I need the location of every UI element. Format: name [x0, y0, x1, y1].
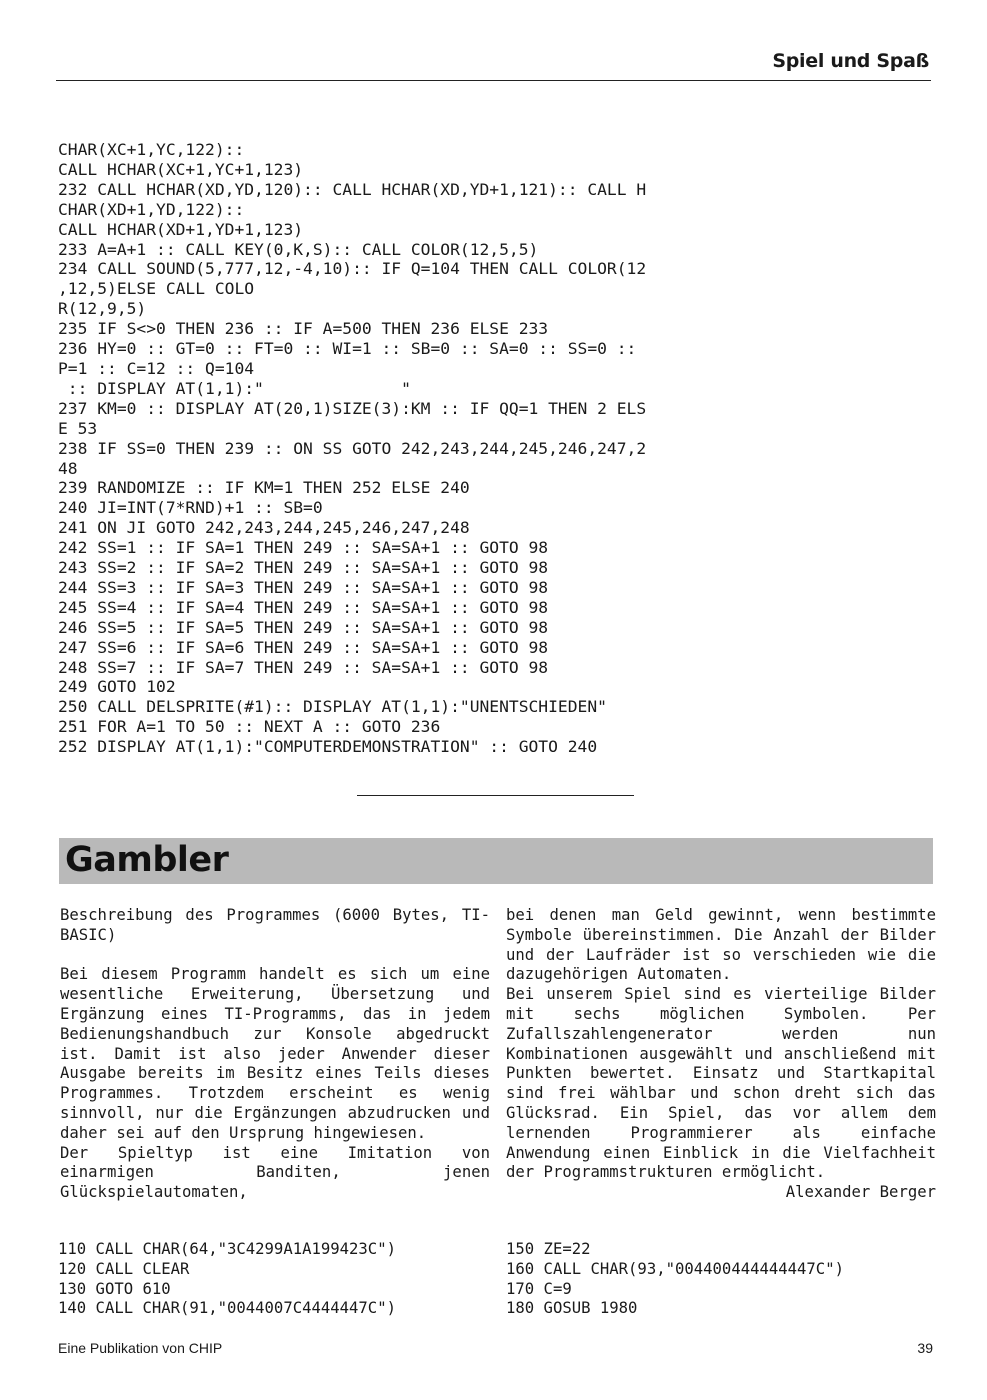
- code-line: CHAR(XC+1,YC,122)::: [58, 140, 245, 159]
- code-line: CHAR(XD+1,YD,122)::: [58, 199, 245, 219]
- article-author: Alexander Berger: [785, 1183, 936, 1202]
- article-paragraph: Der Spieltyp ist eine Imitation von einarmigen Banditen, jenen Glückspielautomaten,: [60, 1143, 490, 1202]
- code-line: 252 DISPLAY AT(1,1):"COMPUTERDEMONSTRATION" :: GOTO 240: [58, 737, 598, 757]
- code-line: 250 CALL DELSPRITE(#1):: DISPLAY AT(1,1):"UNENTSCHIEDEN": [58, 697, 607, 717]
- code-listing-bottom-left: [58, 1240, 396, 1319]
- code-line: CALL HCHAR(XC+1,YC+1,123): [58, 159, 304, 179]
- code-line: 251 FOR A=1 TO 50 :: NEXT A :: GOTO 236: [58, 717, 441, 737]
- code-line: 243 SS=2 :: IF SA=2 THEN 249 :: SA=SA+1 :: GOTO 98: [58, 558, 549, 578]
- article-column-right: [506, 906, 936, 1203]
- code-listing-top: [58, 140, 938, 757]
- code-line: R(12,9,5): [58, 299, 147, 319]
- code-listing-bottom-right: [506, 1240, 844, 1319]
- section-divider: [357, 795, 634, 796]
- section-title: Spiel und Spaß: [772, 50, 929, 72]
- article-title-banner: [59, 838, 933, 884]
- header-rule: [56, 80, 931, 81]
- code-line: CALL HCHAR(XD+1,YD+1,123): [58, 219, 304, 239]
- code-line: 248 SS=7 :: IF SA=7 THEN 249 :: SA=SA+1 :: GOTO 98: [58, 657, 549, 677]
- article-column-left: [60, 906, 490, 1203]
- code-line: :: DISPLAY AT(1,1):" ": [58, 378, 411, 398]
- article-paragraph: Bei unserem Spiel sind es vierteilige Bilder mit sechs möglichen Symbolen. Per Zufallszahlengenerator werden nun Kombinationen ausgewählt und anschließend mit Punkten bewertet. Einsatz und Startkapital sind frei wählbar und schon dreht sich das Glücksrad. Ein Spiel, das vor allem dem lernenden Programmierer als einfache Anwendung einen Einblick in die Vielfachheit der Programmstrukturen ermöglicht.: [506, 985, 936, 1182]
- code-line: 237 KM=0 :: DISPLAY AT(20,1)SIZE(3):KM :: IF QQ=1 THEN 2 ELS: [58, 398, 647, 418]
- article-paragraph: bei denen man Geld gewinnt, wenn bestimmte Symbole übereinstimmen. Die Anzahl der Bilder und der Laufräder ist so verschieden wie die dazugehörigen Automaten.: [506, 906, 936, 984]
- code-line: 140 CALL CHAR(91,"0044007C4444447C"): [58, 1299, 396, 1318]
- page-number: 39: [917, 1340, 933, 1356]
- code-line: 170 C=9: [506, 1279, 572, 1298]
- code-line: 239 RANDOMIZE :: IF KM=1 THEN 252 ELSE 240: [58, 478, 470, 498]
- code-line: 244 SS=3 :: IF SA=3 THEN 249 :: SA=SA+1 :: GOTO 98: [58, 577, 549, 597]
- code-line: 180 GOSUB 1980: [506, 1299, 638, 1318]
- code-line: 234 CALL SOUND(5,777,12,-4,10):: IF Q=104 THEN CALL COLOR(12: [58, 259, 647, 279]
- code-line: 130 GOTO 610: [58, 1279, 171, 1298]
- code-line: 120 CALL CLEAR: [58, 1259, 190, 1278]
- footer-publication: Eine Publikation von CHIP: [58, 1340, 223, 1356]
- code-line: 241 ON JI GOTO 242,243,244,245,246,247,248: [58, 518, 470, 538]
- code-line: 233 A=A+1 :: CALL KEY(0,K,S):: CALL COLOR(12,5,5): [58, 239, 539, 259]
- code-line: 246 SS=5 :: IF SA=5 THEN 249 :: SA=SA+1 :: GOTO 98: [58, 617, 549, 637]
- article-paragraph: Bei diesem Programm handelt es sich um eine wesentliche Erweiterung, Übersetzung und Ergänzung eines TI-Programms, das in jedem Bedienungshandbuch zur Konsole abgedruckt ist. Damit ist also jeder Anwender dieser Ausgabe bereits im Besitz eines Teils dieses Programmes. Trotzdem erscheint es wenig sinnvoll, nur die Ergänzungen abzudrucken und daher sei auf den Ursprung hingewiesen.: [60, 965, 490, 1142]
- article-title: Gambler: [65, 840, 229, 880]
- code-line: E 53: [58, 418, 98, 438]
- code-line: 238 IF SS=0 THEN 239 :: ON SS GOTO 242,243,244,245,246,247,2: [58, 438, 647, 458]
- code-line: 235 IF S<>0 THEN 236 :: IF A=500 THEN 236 ELSE 233: [58, 319, 549, 339]
- code-line: 242 SS=1 :: IF SA=1 THEN 249 :: SA=SA+1 :: GOTO 98: [58, 538, 549, 558]
- code-line: 240 JI=INT(7*RND)+1 :: SB=0: [58, 498, 323, 518]
- code-line: 247 SS=6 :: IF SA=6 THEN 249 :: SA=SA+1 :: GOTO 98: [58, 637, 549, 657]
- code-line: 110 CALL CHAR(64,"3C4299A1A199423C"): [58, 1240, 396, 1258]
- code-line: 160 CALL CHAR(93,"004400444444447C"): [506, 1259, 844, 1278]
- article-paragraph: Beschreibung des Programmes (6000 Bytes, TI-BASIC): [60, 906, 490, 944]
- code-line: 249 GOTO 102: [58, 677, 176, 697]
- code-line: 232 CALL HCHAR(XD,YD,120):: CALL HCHAR(XD,YD+1,121):: CALL H: [58, 179, 647, 199]
- code-line: ,12,5)ELSE CALL COLO: [58, 279, 255, 299]
- code-line: 48: [58, 458, 78, 478]
- code-line: 150 ZE=22: [506, 1240, 591, 1258]
- code-line: 236 HY=0 :: GT=0 :: FT=0 :: WI=1 :: SB=0 :: SA=0 :: SS=0 ::: [58, 339, 637, 359]
- code-line: P=1 :: C=12 :: Q=104: [58, 358, 255, 378]
- code-line: 245 SS=4 :: IF SA=4 THEN 249 :: SA=SA+1 :: GOTO 98: [58, 597, 549, 617]
